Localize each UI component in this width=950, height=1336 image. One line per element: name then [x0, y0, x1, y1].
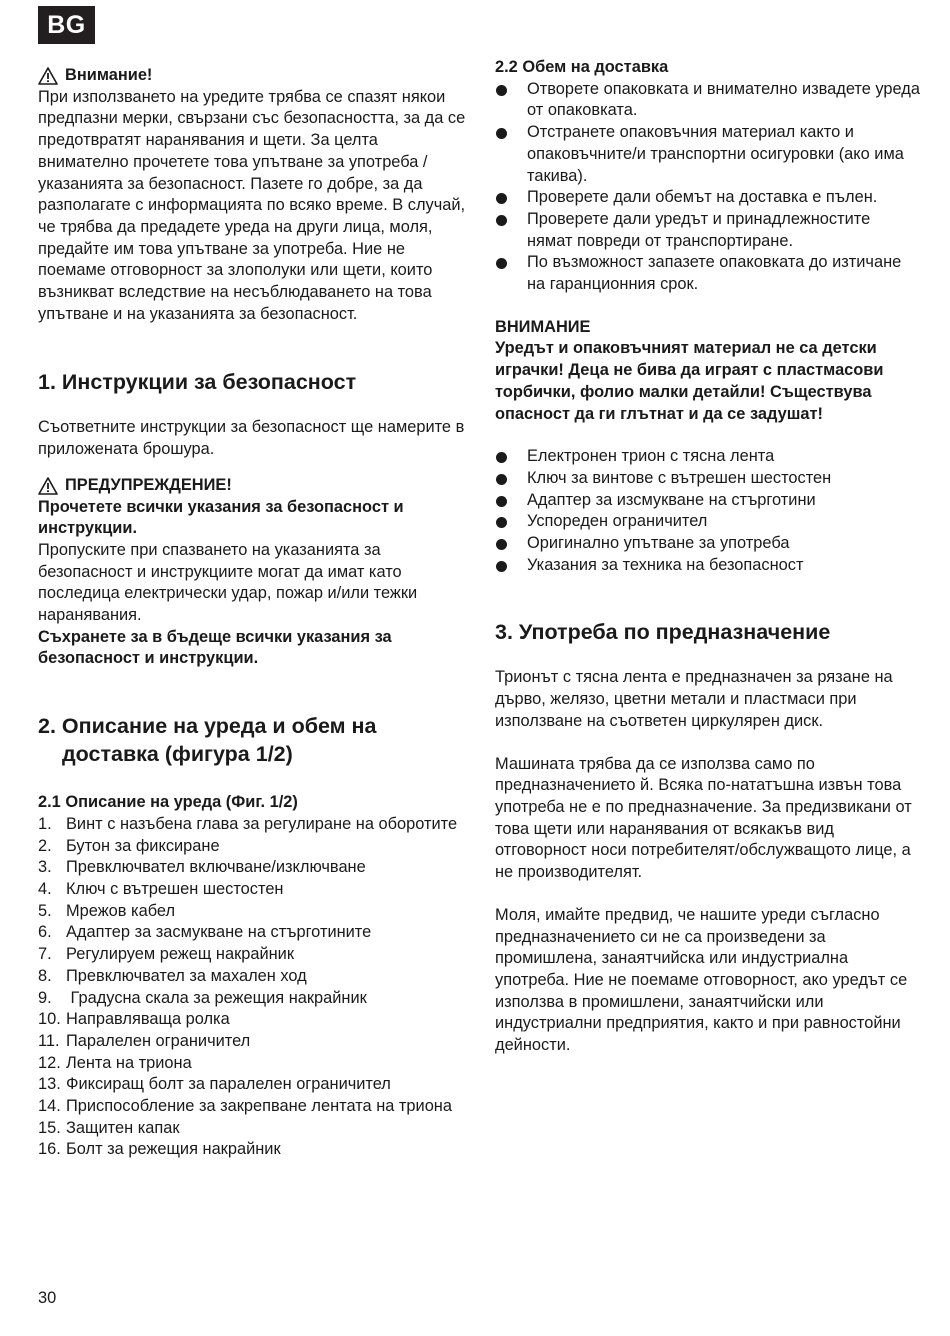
list-item: Адаптер за изсмукване на стърготини	[495, 490, 920, 512]
list-item: 11. Паралелен ограничител	[38, 1031, 251, 1050]
list-item: 6. Адаптер за засмукване на стърготините	[38, 923, 372, 942]
bullet-icon	[495, 468, 527, 490]
list-item: По възможност запазете опаковката до изтичане на гаранционния срок.	[495, 252, 920, 295]
list-item: 7. Регулируем режещ накрайник	[38, 945, 295, 964]
section-2-1-title: 2.1 Описание на уреда (Фиг. 1/2)	[38, 793, 298, 812]
warning-title: Внимание!	[65, 66, 153, 84]
attention-text: Уредът и опаковъчният материал не са детски играчки! Деца не бива да играят с пластмасови торбички, фолио малки детайли! Съществува опасност да ги глътнат и да се задушат!	[495, 339, 884, 423]
caution-instruction: Прочетете всички указания за безопасност и инструкции.	[38, 497, 404, 538]
list-item: 5. Мрежов кабел	[38, 901, 176, 920]
list-item: 13. Фиксиращ болт за паралелен ограничител	[38, 1075, 391, 1094]
list-item: 1. Винт с назъбена глава за регулиране на оборотите	[38, 814, 458, 833]
bullet-icon	[495, 490, 527, 512]
list-item: 8. Превключвател за махален ход	[38, 966, 307, 985]
bullet-icon	[495, 79, 527, 122]
section-1-intro: Съответните инструкции за безопасност ще намерите в приложената брошура.	[38, 418, 465, 459]
bullet-icon	[495, 511, 527, 533]
list-item: 4. Ключ с вътрешен шестостен	[38, 879, 284, 898]
language-badge: BG	[38, 6, 95, 44]
list-item: 3. Превключвател включване/изключване	[38, 858, 366, 877]
section-1-title: 1. Инструкции за безопасност	[38, 370, 357, 395]
list-item: 16. Болт за режещия накрайник	[38, 1140, 281, 1159]
caution-keep-note: Съхранете за в бъдеще всички указания за безопасност и инструкции.	[38, 627, 392, 668]
list-item: Проверете дали обемът на доставка е пълен.	[495, 187, 920, 209]
usage-paragraph-3: Моля, имайте предвид, че нашите уреди съгласно предназначението си не са произведени за промишлена, занаятчийска или индустриална употреба. Ние не поемаме отговорност, ако уредът се използва в промишлени, занаятчийски или индустриални предприятия, както и при равностойни дейности.	[495, 905, 908, 1055]
bullet-icon	[495, 252, 527, 295]
usage-paragraph-1: Трионът с тясна лента е предназначен за рязане на дърво, желязо, цветни метали и пластмаси при използване на съответен циркулярен диск.	[495, 668, 893, 730]
list-item: Оригинално упътване за употреба	[495, 533, 920, 555]
list-item: 10. Направляваща ролка	[38, 1010, 230, 1029]
caution-text: Пропуските при спазването на указанията за безопасност и инструкциите могат да имат като последица електрически удар, пожар и/или тежки наранявания.	[38, 540, 418, 625]
section-2-2-title: 2.2 Обем на доставка	[495, 58, 669, 76]
list-item: 12. Лента на триона	[38, 1053, 192, 1072]
list-item: 15. Защитен капак	[38, 1118, 180, 1137]
section-3-title: 3. Употреба по предназначение	[495, 620, 831, 645]
list-item: Отстранете опаковъчния материал както и опаковъчните/и транспортни осигуровки (ако има такива).	[495, 122, 920, 187]
list-item: Успореден ограничител	[495, 511, 920, 533]
caution-title: ПРЕДУПРЕЖДЕНИЕ!	[65, 475, 232, 494]
list-item: Проверете дали уредът и принадлежностите нямат повреди от транспортиране.	[495, 209, 920, 252]
delivery-steps-list	[495, 79, 920, 296]
list-item: Отворете опаковката и внимателно извадете уреда от опаковката.	[495, 79, 920, 122]
warning-text: При използването на уредите трябва се спазят някои предпазни мерки, свързани със безопасността, за да се предотвратят наранявания и щети. За целта внимателно прочетете това упътване за употреба / указанията за безопасност. Пазете го добре, за да разполагате с информацията по всяко време. В случай, че трябва да предадете уреда на други лица, моля, предайте им това упътване за употреба. Ние не поемаме отговорност за злополуки или щети, които възникват вследствие на несъблюдаването на това упътване и на указанията за безопасност.	[38, 87, 466, 323]
list-item: 14. Приспособление за закрепване лентата на триона	[38, 1097, 452, 1116]
bullet-icon	[495, 446, 527, 468]
caution-heading	[38, 475, 466, 497]
list-item: 9. Градусна скала за режещия накрайник	[38, 988, 367, 1007]
list-item: 2. Бутон за фиксиране	[38, 836, 220, 855]
usage-paragraph-2: Машината трябва да се използва само по предназначението й. Всяка по-нататъшна извън това употреба не е по предназначение. За предизвикани от това щети или наранявания от всякакъв вид отговорност носи потребителят/обслужващото лице, а не производителят.	[495, 754, 912, 882]
bullet-icon	[495, 555, 527, 577]
page-number: 30	[38, 1289, 57, 1307]
bullet-icon	[495, 209, 527, 252]
bullet-icon	[495, 187, 527, 209]
delivery-contents-list	[495, 446, 920, 576]
right-column	[495, 60, 920, 1057]
attention-title: ВНИМАНИЕ	[495, 317, 591, 336]
list-item: Електронен трион с тясна лента	[495, 446, 920, 468]
warning-triangle-icon	[38, 477, 58, 495]
bullet-icon	[495, 122, 527, 187]
warning-triangle-icon	[38, 67, 58, 85]
bullet-icon	[495, 533, 527, 555]
section-2-title: 2. Описание на уреда и обем на доставка (фигура 1/2)	[38, 714, 377, 767]
left-column	[38, 60, 466, 1161]
parts-list	[38, 814, 466, 1161]
list-item: Ключ за винтове с вътрешен шестостен	[495, 468, 920, 490]
list-item: Указания за техника на безопасност	[495, 555, 920, 577]
warning-heading	[38, 65, 466, 87]
